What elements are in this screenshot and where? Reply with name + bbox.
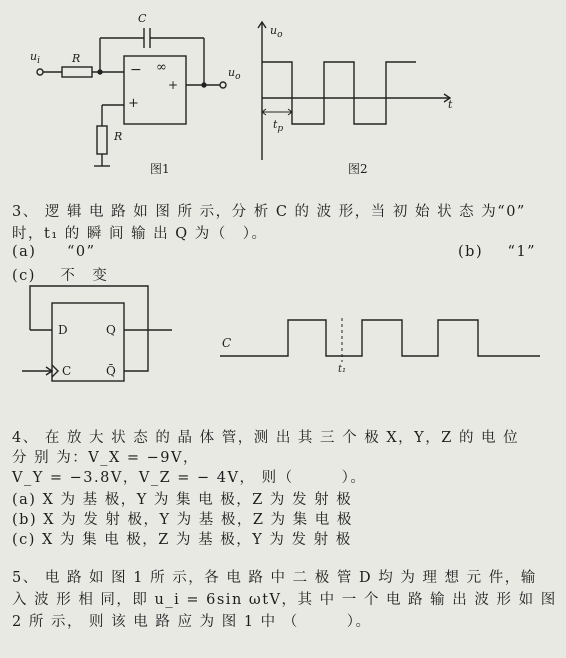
resistor-r1 [62, 67, 92, 77]
q3-line2: 时，t₁ 的 瞬 间 输 出 Q 为（ ）。 [12, 226, 268, 242]
ff-c-label: C [62, 364, 72, 378]
opamp-plus: + [128, 96, 139, 111]
output-terminal [220, 82, 226, 88]
t1-label: t₁ [338, 364, 347, 375]
resistor-r2 [97, 126, 107, 154]
q3-line1: 3、 逻 辑 电 路 如 图 所 示，分 析 C 的 波 形，当 初 始 状 态 为“0” [12, 204, 526, 220]
square-wave-uo [262, 62, 416, 124]
wave2-y-label: $u_o$ [270, 24, 283, 41]
r2-label: R [114, 130, 123, 143]
fig1-caption: 图1 [150, 162, 170, 176]
tp-label: $t_p$ [273, 118, 284, 135]
input-label: $u_i$ [30, 50, 40, 67]
wave2-x-label: t [448, 98, 453, 111]
clock-wave-label: C [222, 336, 232, 350]
opamp-infinity: ∞ [156, 60, 167, 75]
q4-option-b: (b) X 为 发 射 极，Y 为 基 极，Z 为 集 电 极 [12, 512, 353, 528]
opamp-minus: − [130, 62, 142, 78]
opamp-out-plus: + [168, 78, 179, 92]
capacitor-label: C [138, 12, 147, 25]
q4-option-c: (c) X 为 集 电 极，Z 为 基 极，Y 为 发 射 极 [12, 532, 352, 548]
clock-wave-c [220, 320, 540, 356]
q5-line2: 入 波 形 相 同，即 u_i = 6sin ωtV，其 中 一 个 电 路 输 出 波 形 如 图 [12, 592, 557, 608]
input-terminal [37, 69, 43, 75]
q5-line3: 2 所 示， 则 该 电 路 应 为 图 1 中 （ ）。 [12, 614, 372, 630]
ff-qbar-label: Q̄ [106, 364, 116, 378]
q4-line1: 4、 在 放 大 状 态 的 晶 体 管，测 出 其 三 个 极 X，Y，Z 的 电 位 [12, 430, 520, 446]
q4-line2: 分 别 为：V_X = −9V， [12, 450, 199, 466]
q3-option-c: (c) 不 变 [12, 268, 109, 284]
q4-line3: V_Y = −3.8V，V_Z = − 4V， 则（ ）。 [12, 470, 367, 486]
q3-option-a: (a) “0” [12, 244, 96, 260]
ff-q-label: Q [106, 323, 116, 337]
r1-label: R [72, 52, 81, 65]
fig2-caption: 图2 [348, 162, 368, 176]
q3-option-b: (b) “1” [458, 244, 537, 260]
q5-line1: 5、 电 路 如 图 1 所 示，各 电 路 中 二 极 管 D 均 为 理 想 元 件，输 [12, 570, 537, 586]
q4-option-a: (a) X 为 基 极，Y 为 集 电 极，Z 为 发 射 极 [12, 492, 353, 508]
ff-d-label: D [58, 323, 68, 337]
output-label: $u_o$ [228, 66, 241, 83]
